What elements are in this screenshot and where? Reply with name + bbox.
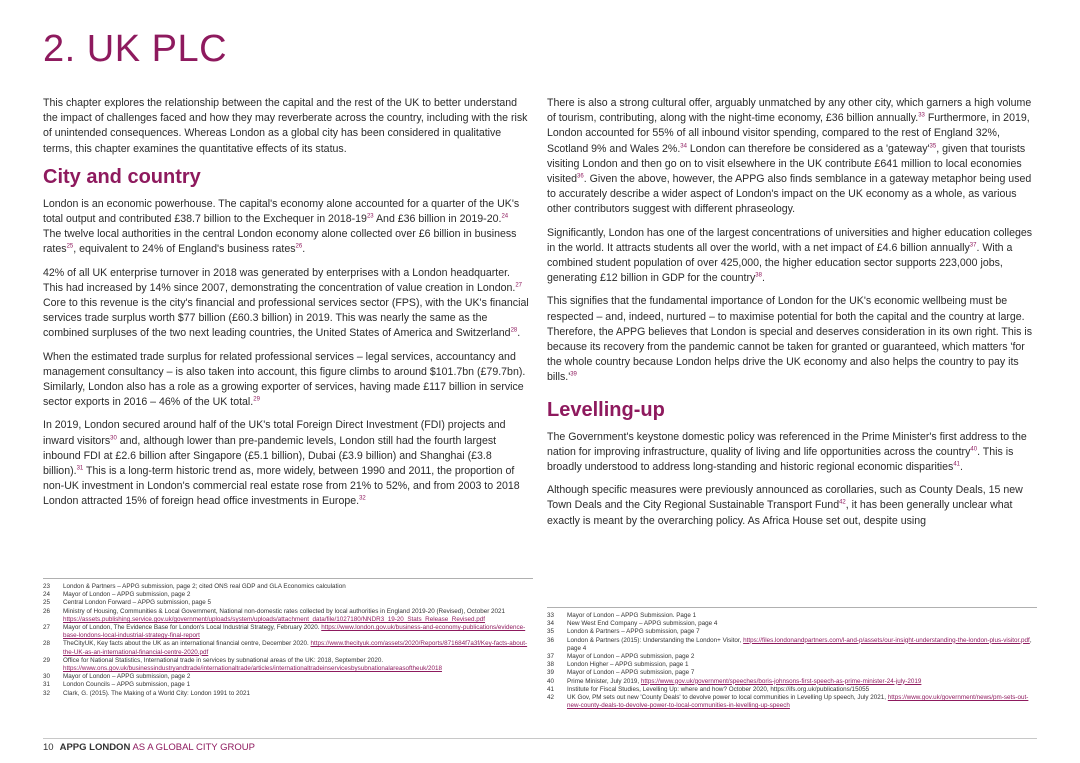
footnote-item [43, 608, 533, 624]
footnote-ref[interactable]: 36 [577, 173, 584, 180]
footnote-ref[interactable]: 24 [501, 213, 509, 220]
footer-divider [43, 738, 1037, 739]
footnote-text: Mayor of London – APPG submission, page 2 [63, 673, 191, 681]
footnote-item [547, 678, 1037, 686]
footnote-text: New West End Company – APPG submission, page 4 [567, 620, 718, 628]
footnote-ref[interactable]: 35 [929, 143, 937, 150]
footnote-number: 33 [547, 612, 555, 619]
footnote-number: 41 [547, 685, 555, 693]
footnote-ref[interactable]: 42 [839, 499, 846, 506]
footnote-item [43, 657, 533, 673]
footnote-text: TheCityUK, Key facts about the UK as an international financial centre, December 2020. https://www.thecityuk.com/assets/2020/Reports/871684f7a3f/Key-facts-about-the-UK-as-an-international-financial-centre-2020.pdf [63, 640, 528, 656]
footnote-text: Mayor of London – APPG submission, page 2 [567, 653, 695, 661]
footnote-text: Institute for Fiscal Studies, Levelling Up: where and how? October 2020, https://ifs.org.uk/publications/15055 [567, 685, 870, 693]
intro-paragraph: This chapter explores the relationship between the capital and the rest of the UK to better understand the impact of challenges faced and how they may reverberate across the country, including with the risk of unintended consequences. Whereas London as a global city has been considered in qualitative terms, this chapter examines the quantitative effects of its status. [43, 97, 528, 155]
footnote-item [43, 624, 533, 640]
footnote-item [547, 669, 1037, 677]
footnote-number: 39 [547, 669, 555, 677]
footnote-number: 23 [43, 583, 51, 590]
footnote-number: 29 [43, 656, 51, 664]
footnotes-left [43, 583, 533, 698]
footnote-number: 26 [43, 607, 51, 615]
section-heading-city-and-country: City and country [43, 165, 201, 188]
footnote-item [43, 599, 533, 607]
paragraph: Although specific measures were previously announced as corollaries, such as County Deals, 15 new Town Deals and the City Regional Sustainable Transport Fund$^{42}$, it has been generally unclear what exactly is meant by the overarching policy. As Africa House set out, despite using [547, 484, 1023, 527]
paragraph: The Government's keystone domestic policy was referenced in the Prime Minister's first address to the nation for improving infrastructure, quality of living and life opportunities across the country$^{40}$. This is broadly understood to address long-standing and historic regional economic disparities$^{41}$. [547, 430, 1027, 474]
footer-tail: AS A GLOBAL CITY GROUP [132, 742, 255, 753]
footnote-ref[interactable]: 33 [918, 112, 925, 119]
footnote-link[interactable]: https://files.londonandpartners.com/l-and-p/assets/our-insight-understanding-the-london-plus-visitor.pdf [743, 636, 1030, 644]
footnotes-right [547, 612, 1037, 710]
footnote-text: Ministry of Housing, Communities & Local Government, National non-domestic rates collected by local authorities in England 2019-20 (Revised), October 2021 https://assets.publishing.service.gov.uk/government/uploads/system/uploads/attachment_data/file/1027180/NNDR3_19-20_Stats_Release_Revised.pdf [63, 607, 506, 623]
footnote-link[interactable]: https://assets.publishing.service.gov.uk/government/uploads/system/uploads/attachment_data/file/1027180/NNDR3_19-20_Stats_Release_Revised.pdf [63, 615, 486, 623]
footnote-text: Mayor of London – APPG submission, page 2 [63, 591, 191, 599]
paragraph: There is also a strong cultural offer, arguably unmatched by any other city, which garners a high volume of tourism, contributing, along with the night-time economy, £36 billion annually.$^{33}$ Furthermore, in 2019, London accounted for 55% of all inbound visitor spending, compared to the rest of England 32%, Scotland 9% and Wales 2%.$^{34}$ London can therefore be considered as a '$gateway'^{35}$, given that tourists visiting London and then go on to visit elsewhere in the UK contribute £641 million to local economies visited$^{36}$. Given the above, however, the APPG also finds semblance in a gateway metaphor being used to accurately describe a wider aspect of London's impact on the UK economy as a whole, as various other contributors suggest with different phraseology. [547, 97, 1032, 216]
right-column [547, 96, 1033, 537]
footnote-number: 36 [547, 636, 555, 644]
footnote-item [547, 661, 1037, 669]
paragraph: When the estimated trade surplus for related professional services – legal services, accountancy and management consultancy – is also taken into account, this figure climbs to around $101.7bn (£79.7bn). Similarly, London also has a role as a growing exporter of services, having made £117 billion in service sector exports in 2016 – 46% of the UK total.$^{29}$ [43, 350, 526, 409]
footnote-ref[interactable]: 29 [253, 396, 260, 403]
footnote-number: 38 [547, 661, 555, 669]
paragraph: Significantly, London has one of the largest concentrations of universities and higher education colleges in the world. It attracts students all over the world, with a net impact of £4.6 billion annually$^{37}$. With a combined student population of over 425,000, the higher education sector supports 223,000 jobs, generating £12 billion in GDP for the country$^{38}$. [547, 226, 1033, 285]
footnote-number: 24 [43, 591, 51, 599]
paragraph: This signifies that the fundamental importance of London for the UK's economic wellbeing must be respected – and, indeed, nurtured – to maximise potential for both the capital and the country at large. Therefore, the APPG believes that London is special and deserves consideration in its own right. This is because its recovery from the pandemic cannot be taken for granted or guaranteed, which matters 'for the whole country because London helps drive the UK economy and also helps the country to pay its $bills.'^{39}$ [547, 295, 1033, 384]
footnote-link[interactable]: https://www.gov.uk/government/speeches/boris-johnsons-first-speech-as-prime-minister-24-july-2019 [640, 677, 922, 685]
footnote-link[interactable]: https://www.gov.uk/government/news/pm-sets-out-new-county-deals-to-devolve-power-to-local-communities-in-levelling-up-speech [567, 694, 1029, 710]
paragraph: London is an economic powerhouse. The capital's economy alone accounted for a quarter of the UK's total output and contributed £38.7 billion to the Exchequer in $2018-19^{23}$ And £36 billion in 2019-20.24 The twelve local authorities in the central London economy alone collected over £6 billion in business rates$^{25}$, equivalent to 24% of England's business rates$^{26}$. [43, 197, 520, 256]
footnote-link[interactable]: https://www.thecityuk.com/assets/2020/Reports/871684f7a3f/Key-facts-about-the-UK-as-an-international-financial-centre-2020.pdf [63, 640, 528, 656]
footnote-ref[interactable]: 38 [755, 272, 762, 279]
footnote-number: 32 [43, 689, 51, 697]
footnote-number: 42 [547, 694, 555, 702]
footnote-text: Central London Forward – APPG submission, page 5 [63, 599, 212, 607]
chapter-title: 2. UK PLC [43, 28, 228, 70]
footnote-ref[interactable]: 30 [110, 435, 117, 442]
footnote-number: 31 [43, 681, 51, 689]
footnote-text: London & Partners (2015): Understanding the London+ Visitor, https://files.londonandpartners.com/l-and-p/assets/our-insight-understanding-the-london-plus-visitor.pdf, page 4 [567, 636, 1032, 652]
footnote-ref[interactable]: 39 [570, 371, 577, 378]
footnote-item [547, 653, 1037, 661]
footnote-item [547, 620, 1037, 628]
footnote-ref[interactable]: 41 [953, 461, 961, 468]
footnote-ref[interactable]: 31 [76, 465, 84, 472]
footnote-item [43, 673, 533, 681]
footnote-number: 27 [43, 624, 51, 632]
footnote-text: Mayor of London, The Evidence Base for London's Local Industrial Strategy, February 2020. https://www.london.gov.uk/business-and-economy-publications/evidence-base-londons-local-industrial-strategy-final-report [63, 624, 526, 640]
page-footer [43, 742, 255, 753]
footnote-text: London Councils – APPG submission, page 1 [63, 681, 191, 689]
footnote-text: Office for National Statistics, International trade in services by subnational areas of the UK: 2018, September 2020. https://www.ons.gov.uk/businessindustryandtrade/internationaltrade/articles/internationaltradeinservicesbysubnationalareasoftheuk/2018 [63, 656, 442, 673]
footnote-number: 35 [547, 628, 555, 636]
footnote-item [547, 694, 1037, 710]
footnote-item [43, 591, 533, 599]
paragraph: 42% of all UK enterprise turnover in 2018 was generated by enterprises with a London headquarter. This had increased by 14% since 2007, demonstrating the concentration of value creation in London.$^{27}$ Core to this revenue is the city's financial and professional services sector (FPS), with the UK's financial services trade surplus worth $77 billion (£60.3 billion) in 2019. This was nearly the same as the combined surpluses of the two next leading countries, the United States of America and Switzerland$^{28}$. [43, 266, 529, 340]
footnote-ref[interactable]: 32 [359, 495, 366, 502]
footnote-ref[interactable]: 25 [66, 243, 74, 250]
footnote-ref[interactable]: 23 [366, 213, 374, 220]
footnote-item [547, 628, 1037, 636]
footnote-ref[interactable]: 27 [515, 282, 522, 289]
footnote-ref[interactable]: 37 [969, 242, 977, 249]
footnote-divider [43, 578, 533, 579]
footnote-text: Mayor of London – APPG Submission. Page 1 [567, 612, 697, 619]
footnote-text: London & Partners – APPG submission, page 2; cited ONS real GDP and GLA Economics calculation [63, 583, 346, 590]
footnote-ref[interactable]: 40 [970, 446, 978, 453]
footnote-text: UK Gov, PM sets out new 'County Deals' to devolve power to local communities in Levelling Up speech, July 2021, https://www.gov.uk/government/news/pm-sets-out-new-county-deals-to-devolve-power-to-local-communities-in-levelling-up-speech [567, 694, 1029, 710]
footnote-text: London Higher – APPG submission, page 1 [567, 661, 689, 669]
footnote-item [547, 637, 1037, 653]
section-heading-levelling-up: Levelling-up [547, 398, 665, 421]
footnote-number: 25 [43, 599, 51, 607]
footnote-item [43, 640, 533, 656]
footnote-item [43, 583, 533, 591]
footnote-number: 40 [547, 677, 555, 685]
footnote-ref[interactable]: 28 [510, 327, 518, 334]
left-column [43, 96, 529, 518]
footer-org: APPG LONDON [59, 742, 131, 753]
footnote-link[interactable]: https://www.ons.gov.uk/businessindustryandtrade/internationaltrade/articles/internationaltradeinservicesbysubnationalareasoftheuk/2018 [63, 665, 442, 673]
paragraph: In 2019, London secured around half of the UK's total Foreign Direct Investment (FDI) projects and inward visitors$^{30}$ and, although lower than pre-pandemic levels, London still had the fourth largest inbound FDI at £2.6 billion after Singapore (£5.1 billion), Dubai (£3.9 billion) and Shanghai (£3.8 billion).$^{31}$ This is a long-term historic trend as, more widely, between 1990 and 2011, the proportion of non-UK investment in London's commercial real estate rose from 21% to 52%, and from 2003 to 2018 London attracted 15% of foreign head office investments in Europe.$^{32}$ [43, 419, 520, 508]
footnote-number: 28 [43, 640, 51, 648]
footnote-link[interactable]: https://www.london.gov.uk/business-and-economy-publications/evidence-base-londons-local-industrial-strategy-final-report [63, 624, 526, 640]
footnote-item [43, 690, 533, 698]
footnote-item [547, 686, 1037, 694]
footnote-divider [547, 607, 1037, 608]
footnote-text: Prime Minister, July 2019, https://www.gov.uk/government/speeches/boris-johnsons-first-speech-as-prime-minister-24-july-2019 [567, 677, 922, 685]
footnote-item [43, 681, 533, 689]
footnote-number: 34 [547, 620, 555, 628]
footnote-item [547, 612, 1037, 620]
footnote-number: 37 [547, 653, 555, 661]
footnote-number: 30 [43, 673, 51, 681]
footnote-ref[interactable]: 26 [295, 243, 303, 250]
footnote-text: Mayor of London – APPG submission, page 7 [567, 669, 695, 677]
footnote-ref[interactable]: 34 [680, 143, 687, 150]
footnote-text: London & Partners – APPG submission, page 7 [567, 628, 700, 636]
footnote-text: Clark, G. (2015). The Making of a World City: London 1991 to 2021 [63, 689, 251, 697]
page-number: 10 [43, 742, 54, 753]
